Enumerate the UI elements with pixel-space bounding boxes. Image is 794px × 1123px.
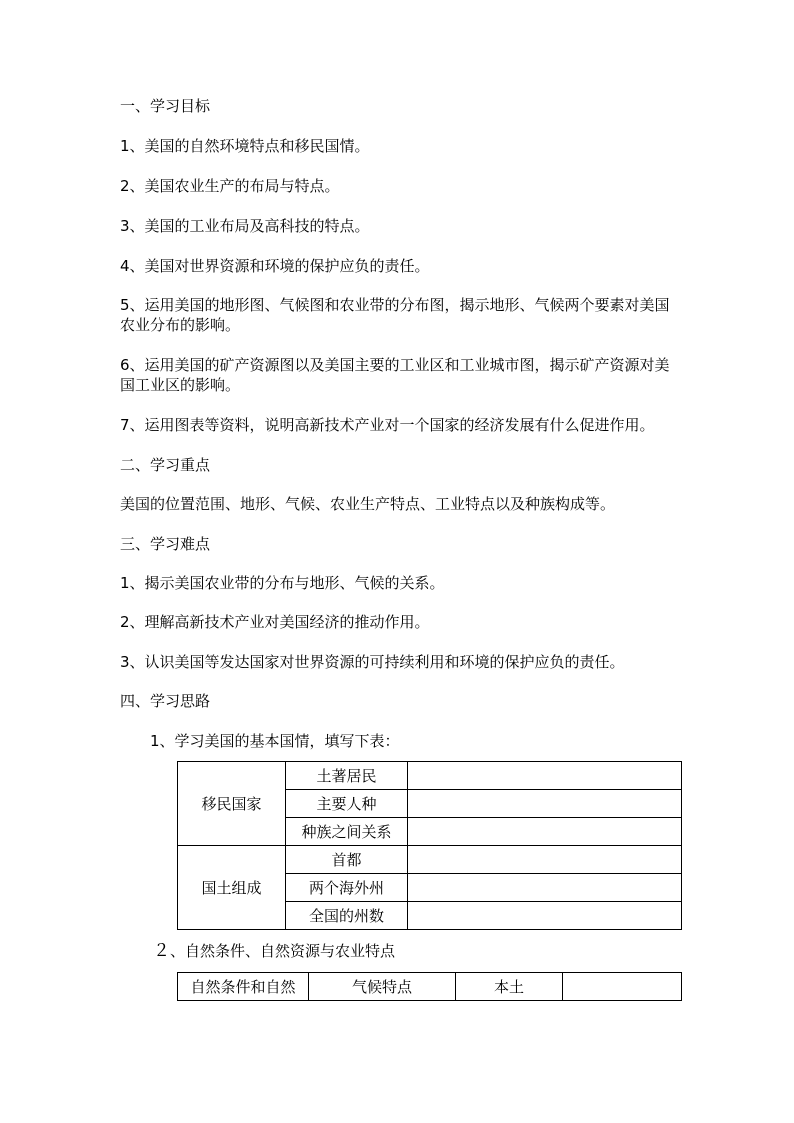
- basic-info-table: [177, 761, 682, 930]
- table-blank-cell[interactable]: [408, 790, 682, 818]
- section-heading-approach: 四、学习思路: [120, 692, 211, 710]
- table-row-label: 全国的州数: [286, 902, 408, 930]
- section-heading-goals: 一、学习目标: [120, 97, 211, 115]
- step-1-instruction: 1、学习美国的基本国情，填写下表：: [150, 732, 400, 750]
- step-2-number: ２: [153, 941, 170, 961]
- table-blank-cell[interactable]: [408, 762, 682, 790]
- table-row-label: 两个海外州: [286, 874, 408, 902]
- table-blank-cell[interactable]: [563, 973, 682, 1001]
- section-heading-difficulties: 三、学习难点: [120, 535, 211, 553]
- table-blank-cell[interactable]: [408, 874, 682, 902]
- table-header-cell: 自然条件和自然: [178, 973, 309, 1001]
- key-points-text: 美国的位置范围、地形、气候、农业生产特点、工业特点以及种族构成等。: [120, 495, 616, 513]
- goal-item: 3、美国的工业布局及高科技的特点。: [120, 217, 370, 235]
- difficulty-item: 3、认识美国等发达国家对世界资源的可持续利用和环境的保护应负的责任。: [120, 653, 625, 671]
- goal-item: 2、美国农业生产的布局与特点。: [120, 177, 340, 195]
- step-2-text: 、自然条件、自然资源与农业特点: [170, 942, 396, 960]
- table-blank-cell[interactable]: [408, 902, 682, 930]
- goal-item: 6、运用美国的矿产资源图以及美国主要的工业区和工业城市图，揭示矿产资源对美国工业区的影响。: [120, 356, 670, 394]
- table-header-cell: 气候特点: [309, 973, 456, 1001]
- table-row-label: 主要人种: [286, 790, 408, 818]
- goal-item: 1、美国的自然环境特点和移民国情。: [120, 137, 370, 155]
- table-group-label: 移民国家: [178, 762, 286, 846]
- natural-conditions-table: [177, 972, 682, 1001]
- table-row-label: 首都: [286, 846, 408, 874]
- table-blank-cell[interactable]: [408, 846, 682, 874]
- section-heading-key-points: 二、学习重点: [120, 456, 211, 474]
- difficulty-item: 2、理解高新技术产业对美国经济的推动作用。: [120, 613, 430, 631]
- table-row-label: 土著居民: [286, 762, 408, 790]
- table-group-label: 国土组成: [178, 846, 286, 930]
- goal-item: 4、美国对世界资源和环境的保护应负的责任。: [120, 257, 430, 275]
- step-2-heading: [153, 940, 395, 962]
- table-row-label: 种族之间关系: [286, 818, 408, 846]
- goal-item: 5、运用美国的地形图、气候图和农业带的分布图，揭示地形、气候两个要素对美国农业分布的影响。: [120, 296, 670, 334]
- table-header-cell: 本土: [456, 973, 563, 1001]
- difficulty-item: 1、揭示美国农业带的分布与地形、气候的关系。: [120, 574, 445, 592]
- table-blank-cell[interactable]: [408, 818, 682, 846]
- goal-item: 7、运用图表等资料，说明高新技术产业对一个国家的经济发展有什么促进作用。: [120, 416, 655, 434]
